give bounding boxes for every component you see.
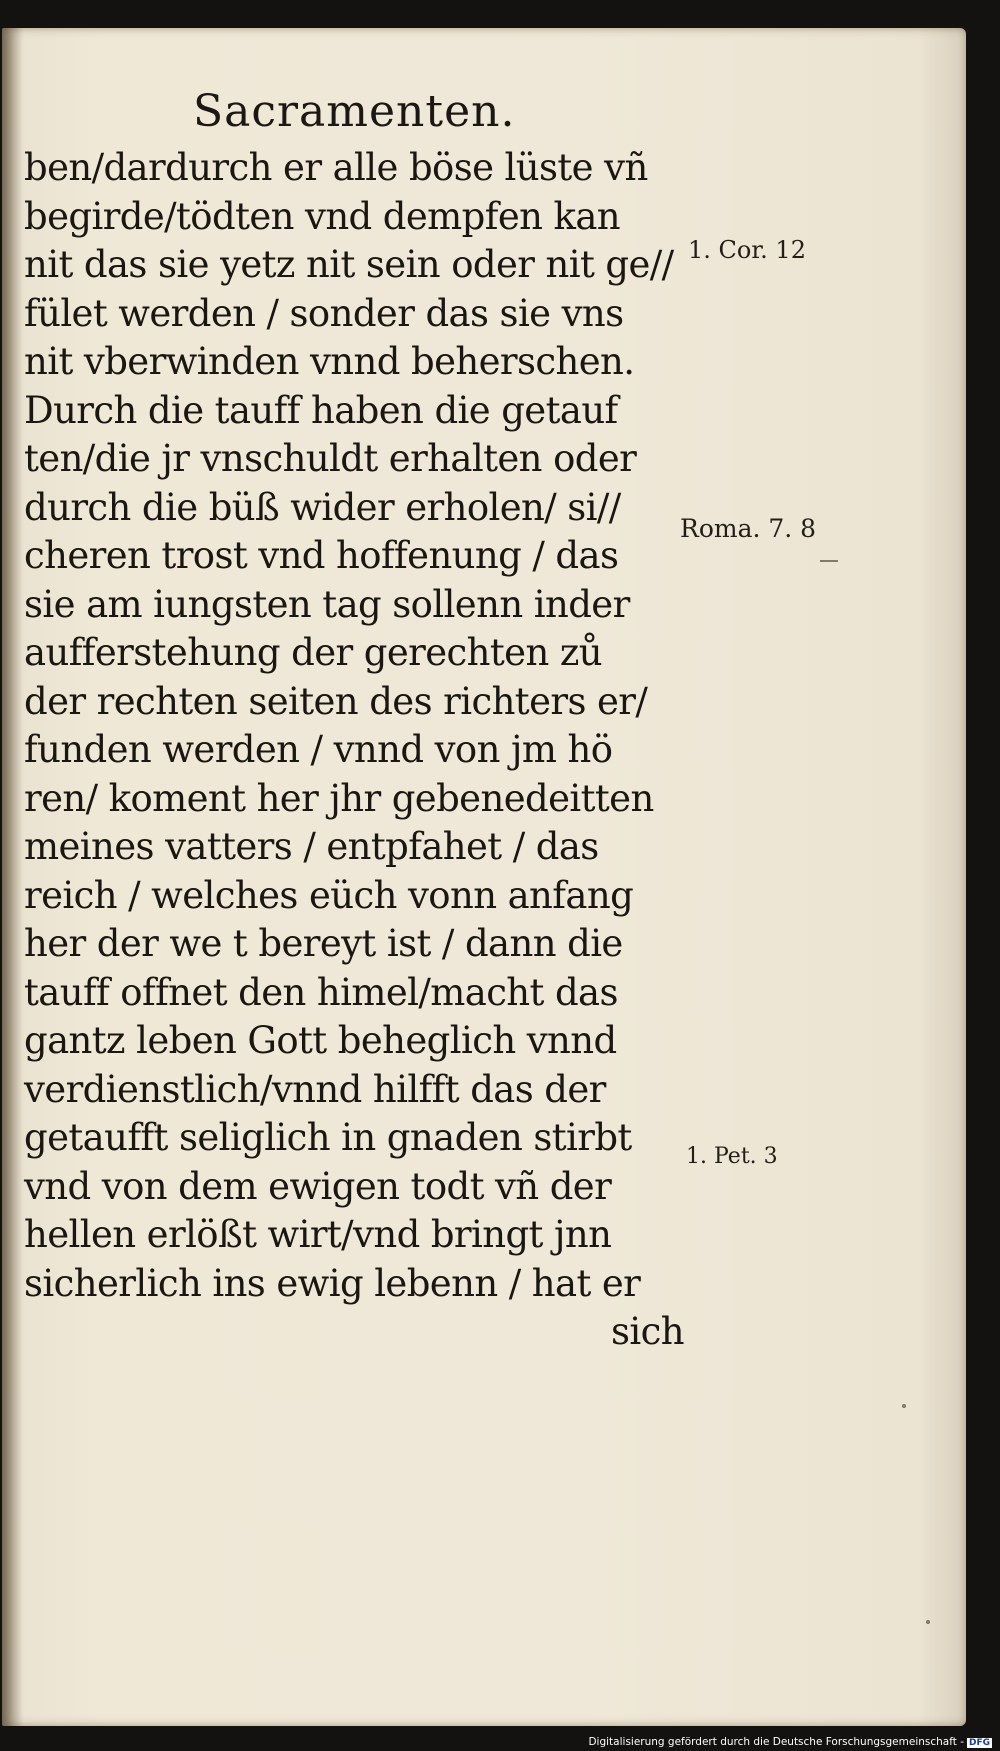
text-line: fület werden / sonder das sie vns <box>24 291 624 335</box>
text-line: her der we t bereyt ist / dann die <box>24 922 623 965</box>
text-line: sie am iungsten tag sollenn inder <box>24 582 630 626</box>
paper-speck <box>902 1404 906 1408</box>
text-line: durch die büß wider erholen/ si// <box>24 485 621 529</box>
body-text <box>24 144 684 1357</box>
digitization-credit <box>588 1736 992 1748</box>
running-head: Sacramenten. <box>193 86 516 137</box>
text-line: nit das sie yetz nit sein oder nit ge// <box>24 243 674 286</box>
text-line: getaufft seliglich in gnaden stirbt <box>24 1116 632 1159</box>
text-line: ten/die jr vnschuldt erhalten oder <box>24 437 637 480</box>
catchword: sich <box>611 1310 684 1353</box>
paper-speck <box>926 1620 930 1624</box>
text-line: vnd von dem ewigen todt vñ der <box>24 1164 612 1208</box>
text-line: funden werden / vnnd von jm hö <box>24 728 613 771</box>
text-line: der rechten seiten des richters er/ <box>24 679 648 723</box>
text-line: ren/ koment her jhr gebenedeitten <box>24 776 654 820</box>
gutter-shadow <box>2 28 24 1726</box>
text-line: tauff offnet den himel/macht das <box>24 970 618 1014</box>
paper-mark <box>820 560 838 562</box>
text-line: gantz leben Gott beheglich vnnd <box>24 1019 617 1062</box>
text-line: meines vatters / entpfahet / das <box>24 825 599 868</box>
margin-note: 1. Cor. 12 <box>688 236 806 264</box>
text-line: verdienstlich/vnnd hilfft das der <box>24 1067 606 1111</box>
text-line: hellen erlößt wirt/vnd bringt jnn <box>24 1213 612 1256</box>
margin-note: Roma. 7. 8 <box>680 514 817 543</box>
margin-note: 1. Pet. 3 <box>686 1144 778 1169</box>
text-line: Durch die tauff haben die getauf <box>24 388 618 432</box>
text-line: sicherlich ins ewig lebenn / hat er <box>24 1261 641 1305</box>
credit-text: Digitalisierung gefördert durch die Deutsche Forschungsgemeinschaft - <box>588 1736 964 1748</box>
text-line: begirde/tödten vnd dempfen kan <box>24 194 621 238</box>
text-line: reich / welches eüch vonn anfang <box>24 873 634 917</box>
text-line: aufferstehung der gerechten zů <box>24 631 602 674</box>
dfg-logo: DFG <box>968 1738 990 1748</box>
text-line: nit vberwinden vnnd beherschen. <box>24 340 635 383</box>
text-line: ben/dardurch er alle böse lüste vñ <box>24 146 648 189</box>
text-line: cheren trost vnd hoffenung / das <box>24 534 619 577</box>
